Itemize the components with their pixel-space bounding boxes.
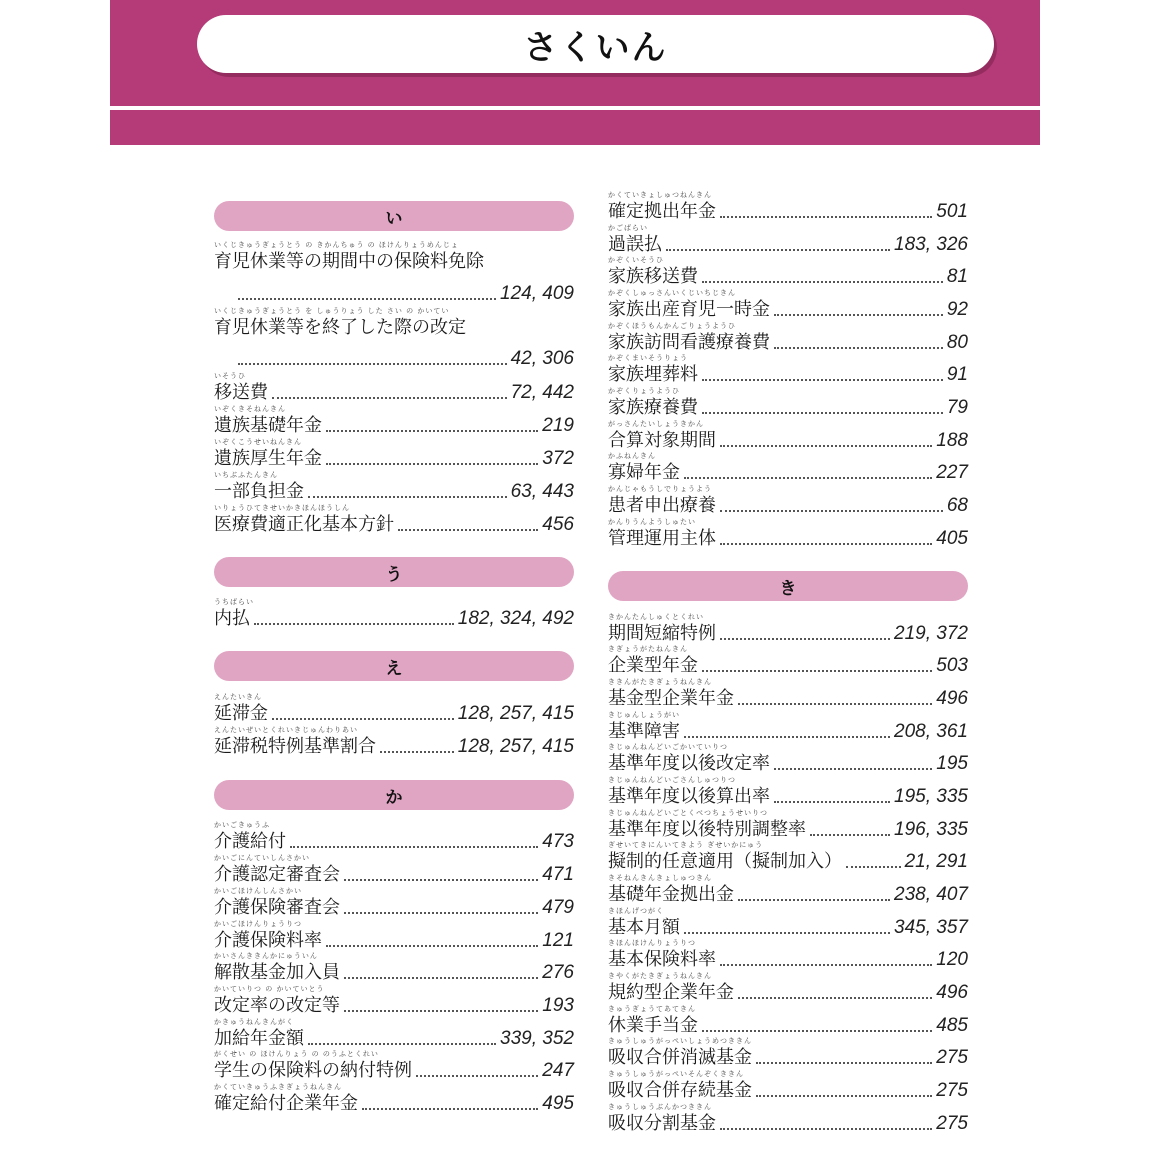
ruby-reading: かいごきゅうふ — [214, 821, 270, 829]
index-term: 一部負担金 — [214, 481, 304, 502]
page-numbers: 188 — [936, 430, 968, 451]
ruby-reading: いくじきゅうぎょうとう を しゅうりょう した さい の かいてい — [214, 307, 450, 315]
index-entry — [214, 240, 574, 273]
page-numbers: 456 — [542, 514, 574, 535]
ruby-reading: いそうひ — [214, 372, 246, 380]
index-entry — [214, 437, 574, 470]
page-numbers: 195, 335 — [894, 786, 968, 807]
index-entry — [608, 612, 968, 645]
leader-dots — [398, 529, 538, 531]
page-numbers: 495 — [542, 1093, 574, 1114]
index-term: 合算対象期間 — [608, 430, 716, 451]
ruby-reading: きかんたんしゅくとくれい — [608, 613, 704, 621]
index-term: 吸収合併消滅基金 — [608, 1047, 752, 1068]
index-entry — [214, 1082, 574, 1115]
leader-dots — [416, 1075, 538, 1077]
ruby-reading: かんりうんようしゅたい — [608, 518, 696, 526]
index-entry — [214, 692, 574, 725]
section-heading-u: う — [214, 557, 574, 587]
ruby-reading: きじゅんしょうがい — [608, 711, 680, 719]
index-term: 吸収合併存続基金 — [608, 1080, 752, 1101]
leader-dots — [774, 768, 932, 770]
page-numbers: 182, 324, 492 — [457, 608, 574, 629]
index-entry — [608, 677, 968, 710]
page-numbers: 275 — [936, 1047, 968, 1068]
index-term: 介護保険料率 — [214, 930, 322, 951]
index-term: 基本月額 — [608, 917, 680, 938]
index-term: 基本保険料率 — [608, 949, 716, 970]
leader-dots — [308, 496, 507, 498]
page-numbers: 63, 443 — [510, 481, 574, 502]
index-term: 家族出産育児一時金 — [608, 299, 770, 320]
index-term: 企業型年金 — [608, 655, 698, 676]
page-numbers: 128, 257, 415 — [457, 736, 574, 757]
leader-dots — [326, 945, 538, 947]
leader-dots — [702, 1030, 932, 1032]
leader-dots — [254, 623, 454, 625]
page-numbers: 128, 257, 415 — [457, 703, 574, 724]
header-banner — [110, 0, 1040, 145]
leader-dots — [344, 977, 538, 979]
leader-dots — [684, 736, 890, 738]
index-entry — [214, 820, 574, 853]
index-entry — [608, 971, 968, 1004]
ruby-reading: かぞくいそうひ — [608, 256, 664, 264]
page-numbers: 196, 335 — [894, 819, 968, 840]
leader-dots — [774, 347, 943, 349]
ruby-reading: かいていりつ の かいていとう — [214, 985, 325, 993]
page-numbers: 405 — [936, 528, 968, 549]
leader-dots — [720, 543, 932, 545]
index-entry — [608, 1036, 968, 1069]
ruby-reading: うちばらい — [214, 598, 254, 606]
index-entry — [608, 644, 968, 677]
ruby-reading: きじゅんねんどいごかいていりつ — [608, 743, 728, 751]
index-entry — [608, 840, 968, 873]
index-term: 基準年度以後算出率 — [608, 786, 770, 807]
index-term: 基礎年金拠出金 — [608, 884, 734, 905]
ruby-reading: かぞくまいそうりょう — [608, 354, 688, 362]
index-entry — [608, 1004, 968, 1037]
page-numbers: 208, 361 — [894, 721, 968, 742]
leader-dots — [702, 379, 943, 381]
index-entry — [214, 1049, 574, 1082]
index-entry — [608, 484, 968, 517]
ruby-reading: えんたいぜいとくれいきじゅんわりあい — [214, 726, 358, 734]
ruby-reading: かいごほけんしんさかい — [214, 887, 302, 895]
ruby-reading: かぞくしゅっさんいくじいちじきん — [608, 289, 736, 297]
index-term: 基準障害 — [608, 721, 680, 742]
index-term: 解散基金加入員 — [214, 962, 340, 983]
leader-dots — [738, 899, 890, 901]
leader-dots — [326, 463, 538, 465]
ruby-reading: いぞくこうせいねんきん — [214, 438, 302, 446]
leader-dots — [326, 430, 538, 432]
ruby-reading: きそねんきんきょしゅつきん — [608, 874, 712, 882]
page-numbers: 42, 306 — [510, 348, 574, 369]
section-heading-ka: か — [214, 780, 574, 810]
index-entry — [214, 306, 574, 339]
index-entry — [608, 255, 968, 288]
page-numbers: 339, 352 — [500, 1028, 574, 1049]
title-pill — [197, 15, 994, 73]
index-term: 学生の保険料の納付特例 — [214, 1060, 412, 1081]
index-entry — [214, 597, 574, 630]
index-term: 医療費適正化基本方針 — [214, 514, 394, 535]
ruby-reading: えんたいきん — [214, 693, 262, 701]
index-term: 介護保険審査会 — [214, 897, 340, 918]
page-numbers: 80 — [946, 332, 968, 353]
ruby-reading: かくていきゅうふきぎょうねんきん — [214, 1083, 342, 1091]
page-numbers: 247 — [542, 1060, 574, 1081]
leader-dots — [290, 846, 538, 848]
index-term: 家族訪問看護療養費 — [608, 332, 770, 353]
index-entry — [608, 190, 968, 223]
page-numbers: 219 — [542, 415, 574, 436]
page-title: さくいん — [523, 27, 668, 68]
section-heading-e: え — [214, 651, 574, 681]
leader-dots — [756, 1062, 932, 1064]
page-numbers: 121 — [542, 930, 574, 951]
index-term: 確定給付企業年金 — [214, 1093, 358, 1114]
leader-dots — [272, 718, 454, 720]
leader-dots — [272, 397, 507, 399]
index-term: 介護給付 — [214, 831, 286, 852]
leader-dots — [344, 912, 538, 914]
leader-dots — [344, 879, 538, 881]
banner-rule — [110, 106, 1040, 110]
index-term: 基金型企業年金 — [608, 688, 734, 709]
page-numbers: 21, 291 — [904, 851, 968, 872]
index-term: 内払 — [214, 608, 250, 629]
ruby-reading: かふねんきん — [608, 452, 656, 460]
index-entry — [608, 775, 968, 808]
leader-dots — [702, 670, 932, 672]
leader-dots — [738, 997, 932, 999]
ruby-reading: かいごほけんりょうりつ — [214, 920, 302, 928]
page-numbers: 485 — [936, 1015, 968, 1036]
index-term: 延滞金 — [214, 703, 268, 724]
index-term: 過誤払 — [608, 234, 662, 255]
page-numbers: 372 — [542, 448, 574, 469]
index-entry — [214, 951, 574, 984]
leader-dots — [720, 216, 932, 218]
index-term: 育児休業等を終了した際の改定 — [214, 317, 466, 338]
leader-dots — [684, 477, 932, 479]
page-numbers: 193 — [542, 995, 574, 1016]
index-term: 吸収分割基金 — [608, 1113, 716, 1134]
index-term: 遺族基礎年金 — [214, 415, 322, 436]
leader-dots — [720, 964, 932, 966]
index-entry — [608, 1069, 968, 1102]
leader-dots — [720, 1128, 932, 1130]
leader-dots — [702, 281, 943, 283]
ruby-reading: きじゅんねんどいごとくべつちょうせいりつ — [608, 809, 768, 817]
index-entry — [608, 451, 968, 484]
ruby-reading: かんじゃもうしでりょうよう — [608, 485, 712, 493]
ruby-reading: がっさんたいしょうきかん — [608, 420, 704, 428]
index-entry — [214, 853, 574, 886]
index-term: 育児休業等の期間中の保険料免除 — [214, 251, 484, 272]
leader-dots — [380, 751, 454, 753]
index-term: 基準年度以後特別調整率 — [608, 819, 806, 840]
index-entry — [214, 470, 574, 503]
page-numbers: 91 — [946, 364, 968, 385]
index-entry — [608, 223, 968, 256]
index-entry — [214, 503, 574, 536]
ruby-reading: かくていきょしゅつねんきん — [608, 191, 712, 199]
leader-dots — [362, 1108, 538, 1110]
index-entry-continuation — [234, 281, 574, 305]
page-numbers: 503 — [936, 655, 968, 676]
page-numbers: 120 — [936, 949, 968, 970]
leader-dots — [238, 363, 507, 365]
ruby-reading: きぎょうがたねんきん — [608, 645, 688, 653]
page-numbers: 183, 326 — [894, 234, 968, 255]
page-numbers: 238, 407 — [894, 884, 968, 905]
ruby-reading: きほんほけんりょうりつ — [608, 939, 696, 947]
index-entry — [214, 1017, 574, 1050]
page-numbers: 479 — [542, 897, 574, 918]
index-entry — [608, 1102, 968, 1135]
leader-dots — [738, 703, 932, 705]
page-numbers: 496 — [936, 688, 968, 709]
leader-dots — [702, 412, 943, 414]
page-numbers: 227 — [936, 462, 968, 483]
index-entry — [214, 886, 574, 919]
leader-dots — [720, 445, 932, 447]
index-term: 延滞税特例基準割合 — [214, 736, 376, 757]
ruby-reading: きやくがたきぎょうねんきん — [608, 972, 712, 980]
page-numbers: 219, 372 — [894, 623, 968, 644]
ruby-reading: いちぶふたんきん — [214, 471, 278, 479]
ruby-reading: いりょうひてきせいかきほんほうしん — [214, 504, 350, 512]
page-numbers: 195 — [936, 753, 968, 774]
section-heading-ki: き — [608, 571, 968, 601]
index-entry — [608, 742, 968, 775]
index-term: 期間短縮特例 — [608, 623, 716, 644]
index-entry — [214, 404, 574, 437]
ruby-reading: かきゅうねんきんがく — [214, 1018, 294, 1026]
index-entry — [608, 321, 968, 354]
page-numbers: 473 — [542, 831, 574, 852]
index-entry — [608, 938, 968, 971]
index-entry — [608, 386, 968, 419]
page-numbers: 276 — [542, 962, 574, 983]
leader-dots — [344, 1010, 538, 1012]
page-numbers: 124, 409 — [500, 283, 574, 304]
index-term: 患者申出療養 — [608, 495, 716, 516]
index-entry — [608, 808, 968, 841]
ruby-reading: ぎせいてきにんいてきよう ぎせいかにゅう — [608, 841, 764, 849]
index-entry-continuation — [234, 346, 574, 370]
ruby-reading: ききんがたきぎょうねんきん — [608, 678, 712, 686]
index-term: 寡婦年金 — [608, 462, 680, 483]
index-entry — [608, 710, 968, 743]
leader-dots — [684, 932, 890, 934]
ruby-reading: かいごにんていしんさかい — [214, 854, 310, 862]
ruby-reading: きゅうしゅうぶんかつききん — [608, 1103, 712, 1111]
ruby-reading: がくせい の ほけんりょう の のうふとくれい — [214, 1050, 379, 1058]
leader-dots — [720, 510, 943, 512]
ruby-reading: いくじきゅうぎょうとう の きかんちゅう の ほけんりょうめんじょ — [214, 241, 459, 249]
index-entry — [608, 288, 968, 321]
leader-dots — [720, 638, 890, 640]
index-entry — [608, 906, 968, 939]
page-numbers: 79 — [946, 397, 968, 418]
index-entry — [608, 419, 968, 452]
page-numbers: 345, 357 — [894, 917, 968, 938]
index-term: 家族療養費 — [608, 397, 698, 418]
index-term: 確定拠出年金 — [608, 201, 716, 222]
ruby-reading: かいさんききんかにゅういん — [214, 952, 318, 960]
index-term: 管理運用主体 — [608, 528, 716, 549]
page-numbers: 496 — [936, 982, 968, 1003]
index-entry — [214, 725, 574, 758]
index-term: 休業手当金 — [608, 1015, 698, 1036]
index-term: 移送費 — [214, 382, 268, 403]
page-numbers: 68 — [946, 495, 968, 516]
index-term: 改定率の改定等 — [214, 995, 340, 1016]
index-entry — [214, 919, 574, 952]
ruby-reading: きゅうしゅうがっぺいそんぞくききん — [608, 1070, 744, 1078]
ruby-reading: きゅうしゅうがっぺいしょうめつききん — [608, 1037, 752, 1045]
index-entry — [214, 984, 574, 1017]
index-term: 遺族厚生年金 — [214, 448, 322, 469]
page-numbers: 81 — [946, 266, 968, 287]
page-numbers: 92 — [946, 299, 968, 320]
index-term: 基準年度以後改定率 — [608, 753, 770, 774]
leader-dots — [774, 801, 890, 803]
section-heading-i: い — [214, 201, 574, 231]
page-numbers: 275 — [936, 1080, 968, 1101]
index-entry — [608, 873, 968, 906]
index-entry — [214, 371, 574, 404]
leader-dots — [774, 314, 943, 316]
leader-dots — [238, 298, 496, 300]
page-numbers: 275 — [936, 1113, 968, 1134]
page-numbers: 471 — [542, 864, 574, 885]
index-term: 介護認定審査会 — [214, 864, 340, 885]
index-term: 家族埋葬料 — [608, 364, 698, 385]
index-term: 家族移送費 — [608, 266, 698, 287]
index-term: 規約型企業年金 — [608, 982, 734, 1003]
index-term: 擬制的任意適用（擬制加入） — [608, 851, 842, 872]
leader-dots — [846, 866, 901, 868]
index-entry — [608, 517, 968, 550]
ruby-reading: きほんげつがく — [608, 907, 664, 915]
index-term: 加給年金額 — [214, 1028, 304, 1049]
ruby-reading: いぞくきそねんきん — [214, 405, 286, 413]
ruby-reading: きゅうぎょうてあてきん — [608, 1005, 696, 1013]
leader-dots — [308, 1043, 496, 1045]
ruby-reading: かぞくりょうようひ — [608, 387, 680, 395]
leader-dots — [666, 249, 890, 251]
page-numbers: 72, 442 — [510, 382, 574, 403]
index-entry — [608, 353, 968, 386]
leader-dots — [810, 834, 890, 836]
ruby-reading: かごばらい — [608, 224, 648, 232]
leader-dots — [756, 1095, 932, 1097]
ruby-reading: かぞくほうもんかんごりょうようひ — [608, 322, 736, 330]
page-numbers: 501 — [936, 201, 968, 222]
ruby-reading: きじゅんねんどいごさんしゅつりつ — [608, 776, 736, 784]
